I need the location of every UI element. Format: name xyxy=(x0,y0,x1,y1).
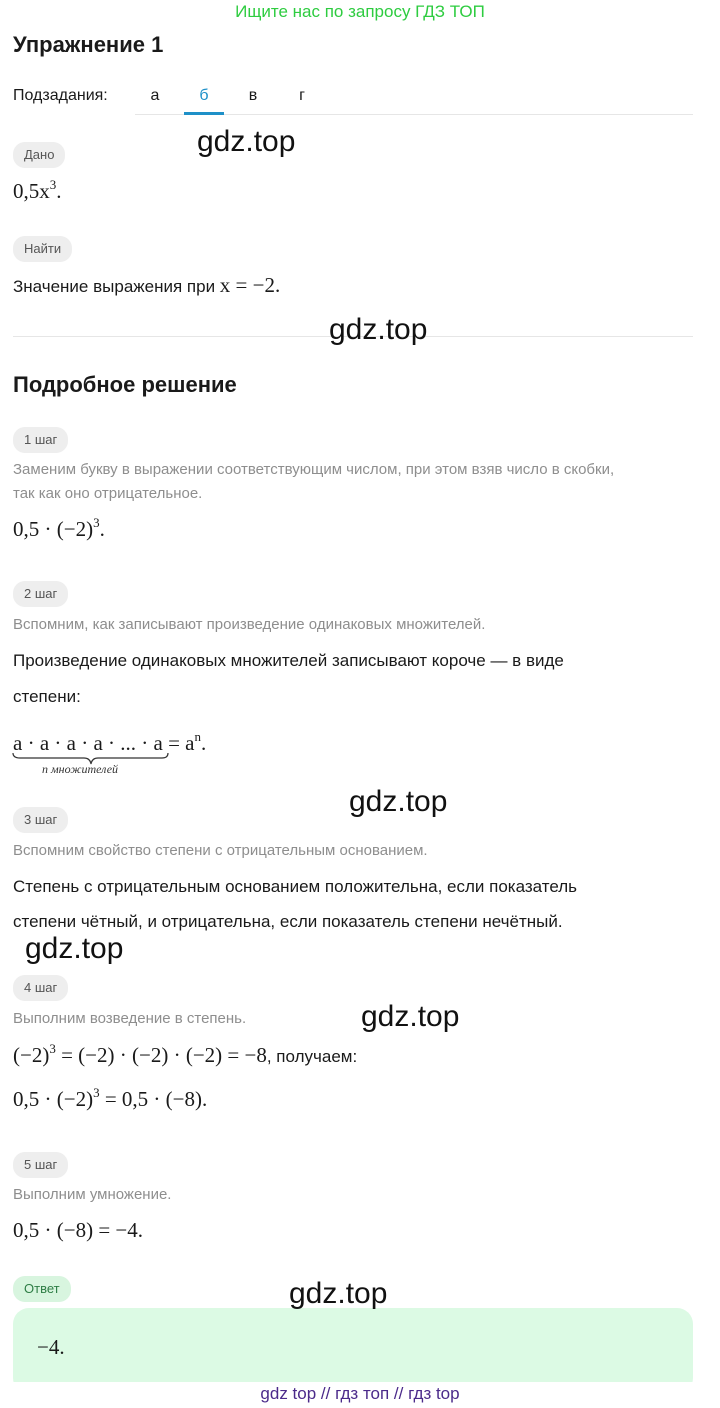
find-statement: Значение выражения при x = −2. xyxy=(13,273,281,297)
step-3-badge: 3 шаг xyxy=(13,807,68,833)
answer-value: −4. xyxy=(37,1335,65,1359)
answer-badge: Ответ xyxy=(13,1276,71,1302)
step-4-expression-2: $0,5 \cdot (-2)^3 = 0,5 \cdot (-8)$. xyxy=(13,1085,208,1111)
watermark: gdz.top xyxy=(197,125,296,158)
step-2-formula-lhs: a · a · a · a · ... · a xyxy=(13,731,163,755)
step-5-expression: 0,5 · (−8) = −4. xyxy=(13,1218,144,1242)
underbrace-caption: n множителей xyxy=(42,762,119,776)
subtasks-label: Подзадания: xyxy=(13,87,108,104)
find-badge: Найти xyxy=(13,236,72,262)
step-3-note: Вспомним свойство степени с отрицательным основанием. xyxy=(13,842,428,859)
step-2-formula: a · a · a · a · ... · $a = a^n$. xyxy=(13,729,207,755)
tab-v[interactable]: в xyxy=(248,87,258,104)
footer-links[interactable]: gdz top // гдз топ // гдз top xyxy=(0,1382,720,1408)
watermark: gdz.top xyxy=(25,932,124,965)
step-2-rule-line1: Произведение одинаковых множителей записывают короче — в виде xyxy=(13,651,564,670)
step-3-rule-line1: Степень с отрицательным основанием положительна, если показатель xyxy=(13,877,577,896)
step-2-badge: 2 шаг xyxy=(13,581,68,607)
promo-banner: Ищите нас по запросу ГДЗ ТОП xyxy=(235,2,485,21)
given-expression: $0,5x^3$. xyxy=(13,177,62,203)
tab-g[interactable]: г xyxy=(299,87,305,104)
step-4-badge: 4 шаг xyxy=(13,975,68,1001)
active-tab-underline xyxy=(184,112,224,115)
watermark: gdz.top xyxy=(329,313,428,346)
tab-b[interactable]: б xyxy=(199,87,209,104)
step-2-rule-line2: степени: xyxy=(13,687,81,706)
watermark: gdz.top xyxy=(349,785,448,818)
step-5-badge: 5 шаг xyxy=(13,1152,68,1178)
step-1-badge: 1 шаг xyxy=(13,427,68,453)
step-2-note: Вспомним, как записывают произведение одинаковых множителей. xyxy=(13,616,486,633)
watermark: gdz.top xyxy=(361,1000,460,1033)
step-4-expression-1: $(-2)^3 = (-2) \cdot (-2) \cdot (-2) = -8$, получаем: xyxy=(13,1041,358,1067)
step-3-rule-line2: степени чётный, и отрицательна, если показатель степени нечётный. xyxy=(13,912,563,931)
step-1-note: Заменим букву в выражении соответствующим числом, при этом взяв число в скобки, так как оно отрицательное. xyxy=(13,461,615,502)
watermark: gdz.top xyxy=(289,1277,388,1310)
given-badge: Дано xyxy=(13,142,65,168)
page-title: Упражнение 1 xyxy=(13,32,164,57)
step-4-note: Выполним возведение в степень. xyxy=(13,1010,247,1027)
tab-a[interactable]: а xyxy=(150,87,160,104)
step-1-expression: $0,5 \cdot (-2)^3$. xyxy=(13,515,105,541)
step-5-note: Выполним умножение. xyxy=(13,1186,172,1203)
solution-heading: Подробное решение xyxy=(13,372,237,397)
